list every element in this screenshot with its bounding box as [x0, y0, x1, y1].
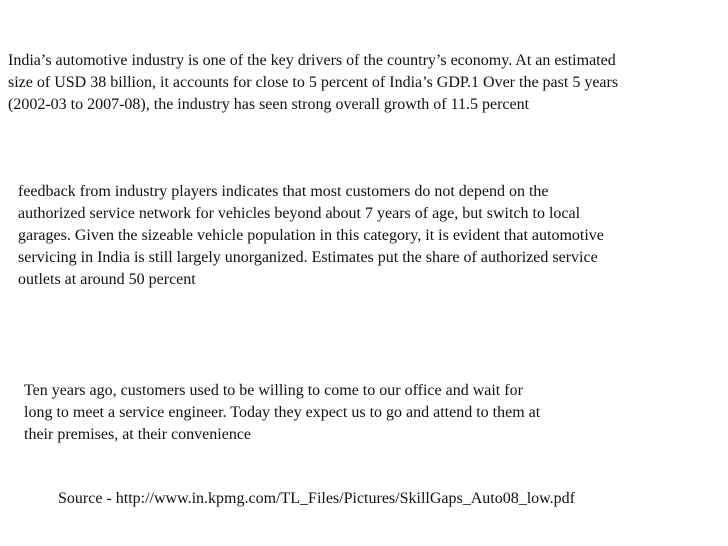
paragraph-line: (2002-03 to 2007-08), the industry has seen strong overall growth of 11.5 percent: [8, 96, 530, 113]
source-citation: Source - http://www.in.kpmg.com/TL_Files/Pictures/SkillGaps_Auto08_low.pdf: [58, 490, 575, 507]
paragraph-line: Ten years ago, customers used to be willing to come to our office and wait for: [24, 382, 523, 399]
paragraph-line: garages. Given the sizeable vehicle population in this category, it is evident that automotive: [18, 227, 604, 244]
paragraph-line: authorized service network for vehicles beyond about 7 years of age, but switch to local: [18, 205, 581, 222]
paragraph-line: feedback from industry players indicates that most customers do not depend on the: [18, 183, 549, 200]
paragraph-line: outlets at around 50 percent: [18, 271, 196, 288]
paragraph-line: size of USD 38 billion, it accounts for close to 5 percent of India’s GDP.1 Over the past 5 years: [8, 74, 619, 91]
paragraph-line: long to meet a service engineer. Today they expect us to go and attend to them at: [24, 404, 541, 421]
paragraph-industry-feedback: [18, 181, 604, 291]
paragraph-line: India’s automotive industry is one of the key drivers of the country’s economy. At an estimated: [8, 52, 616, 69]
paragraph-customer-quote: [24, 380, 540, 446]
paragraph-automotive-industry: [8, 50, 618, 116]
paragraph-line: their premises, at their convenience: [24, 426, 252, 443]
paragraph-line: servicing in India is still largely unorganized. Estimates put the share of authorized service: [18, 249, 598, 266]
